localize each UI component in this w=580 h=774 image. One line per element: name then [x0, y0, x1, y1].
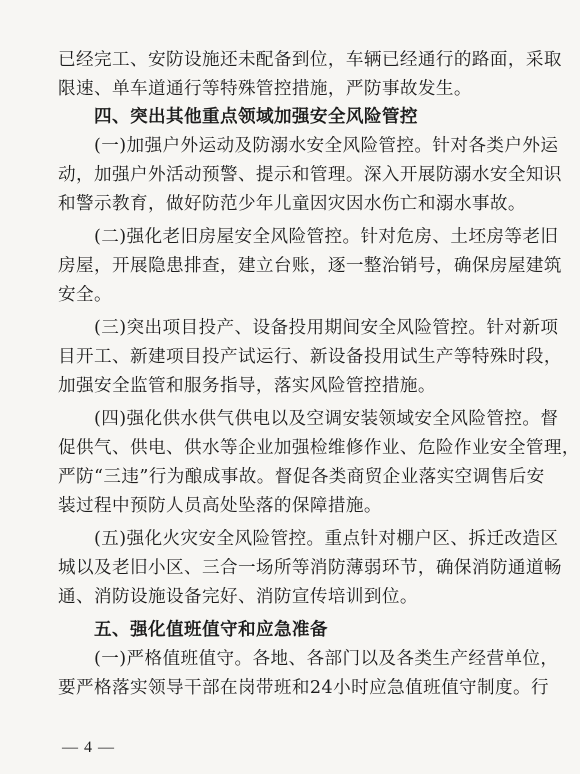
- paragraph: [58, 223, 562, 309]
- text-line: 限速、单车道通行等特殊管控措施，严防事故发生。: [58, 78, 472, 99]
- text-line: 已经完工、安防设施还未配备到位，车辆已经通行的路面，采取: [58, 50, 562, 70]
- text-line: (五)强化火灾安全风险管控。重点针对棚户区、拆迁改造区: [94, 529, 559, 550]
- paragraph: [58, 405, 580, 520]
- page-number: — 4 —: [62, 739, 115, 756]
- paragraph: [58, 645, 559, 702]
- section-heading: 四、突出其他重点领域加强安全风险管控: [94, 106, 418, 128]
- text-line: 和警示教育，做好防范少年儿童因灾因水伤亡和溺水事故。: [58, 193, 526, 214]
- text-line: 通、消防设施设备完好、消防宣传培训到位。: [58, 586, 418, 607]
- paragraph: [58, 314, 562, 400]
- text-line: 促供气、供电、供水等企业加强检维修作业、危险作业安全管理，: [58, 438, 580, 459]
- text-line: 装过程中预防人员高处坠落的保障措施。: [58, 495, 382, 516]
- document-body: [58, 46, 580, 707]
- section-heading: 五、强化值班值守和应急准备: [94, 619, 328, 641]
- text-line: (三)突出项目投产、设备投用期间安全风险管控。针对新项: [94, 318, 559, 339]
- paragraph: [58, 525, 562, 611]
- text-line: 要严格落实领导干部在岗带班和24小时应急值班值守制度。行: [58, 677, 550, 698]
- paragraph: [58, 46, 562, 103]
- text-line: 房屋，开展隐患排查，建立台账，逐一整治销号，确保房屋建筑: [58, 255, 562, 276]
- text-line: 加强安全监管和服务指导，落实风险管控措施。: [58, 375, 436, 396]
- text-line: 严防“三违”行为酿成事故。督促各类商贸企业落实空调售后安: [58, 466, 545, 487]
- text-line: (一)严格值班值守。各地、各部门以及各类生产经营单位，: [94, 649, 559, 670]
- text-line: 目开工、新建项目投产试运行、新设备投用试生产等特殊时段，: [58, 347, 562, 368]
- paragraph: [58, 132, 562, 218]
- text-line: 安全。: [58, 284, 112, 305]
- text-line: (二)强化老旧房屋安全风险管控。针对危房、土坯房等老旧: [94, 227, 559, 248]
- text-line: 城以及老旧小区、三合一场所等消防薄弱环节，确保消防通道畅: [58, 557, 562, 578]
- text-line: (四)强化供水供气供电以及空调安装领域安全风险管控。督: [94, 409, 559, 430]
- paragraph-spacer: [58, 702, 542, 707]
- text-line: 动，加强户外活动预警、提示和管理。深入开展防溺水安全知识: [58, 164, 562, 185]
- text-line: (一)加强户外运动及防溺水安全风险管控。针对各类户外运: [94, 136, 559, 157]
